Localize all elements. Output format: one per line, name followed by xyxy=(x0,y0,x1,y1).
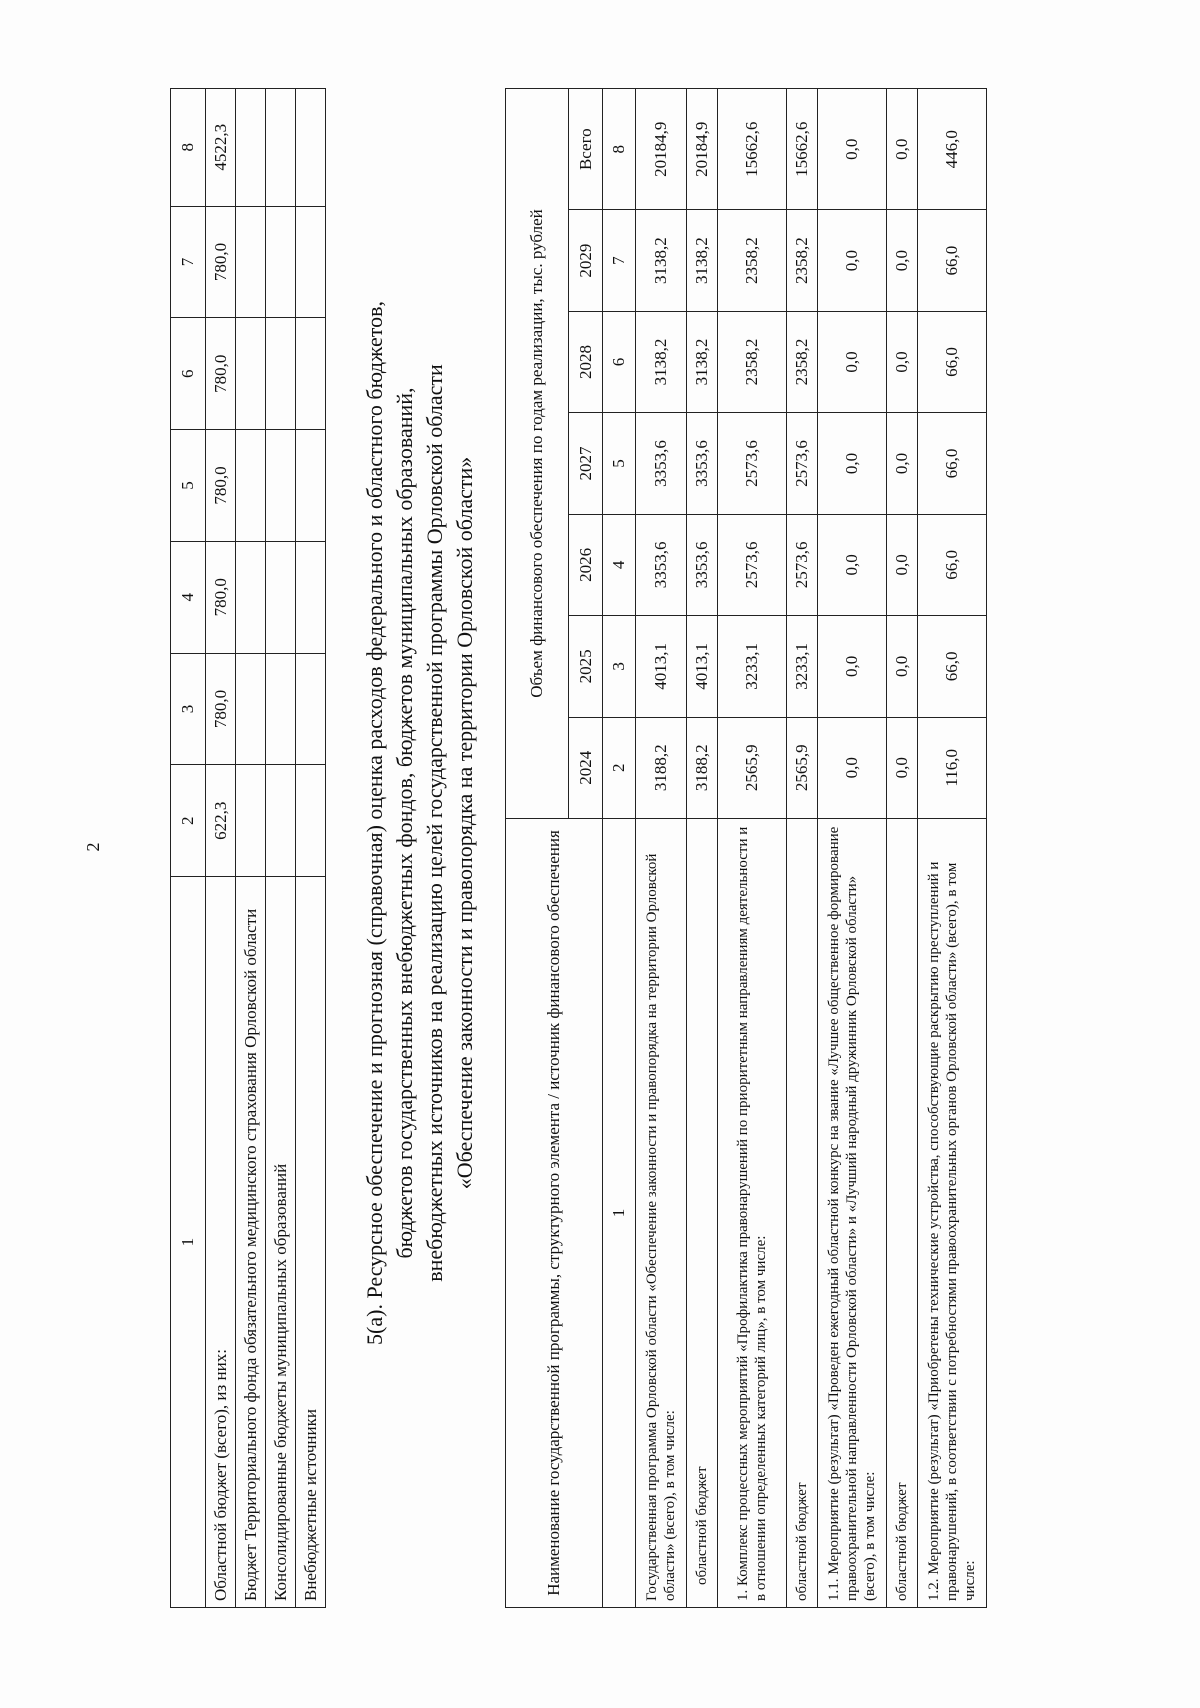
year-header: 2027 xyxy=(569,413,603,514)
cell-value: 2565,9 xyxy=(787,717,818,818)
cell-value: 0,0 xyxy=(887,616,918,717)
cell-value: 15662,6 xyxy=(787,89,818,210)
row-label: областной бюджет xyxy=(787,818,818,1607)
volume-column-header: Объем финансового обеспечения по годам реализации, тыс. рублей xyxy=(506,89,569,819)
row-label: Областной бюджет (всего), из них: xyxy=(206,877,236,1608)
column-number: 6 xyxy=(171,318,206,430)
cell-value xyxy=(296,541,326,653)
cell-value xyxy=(296,206,326,318)
cell-value: 780,0 xyxy=(206,206,236,318)
row-label: Консолидированные бюджеты муниципальных образований xyxy=(266,877,296,1608)
cell-value: 2358,2 xyxy=(787,311,818,412)
header-row xyxy=(506,89,569,1608)
column-number: 3 xyxy=(603,616,636,717)
table-row xyxy=(687,89,718,1608)
table-row xyxy=(887,89,918,1608)
cell-value xyxy=(236,765,266,877)
cell-value: 3188,2 xyxy=(687,717,718,818)
cell-value xyxy=(296,653,326,765)
cell-value: 622,3 xyxy=(206,765,236,877)
cell-value: 0,0 xyxy=(887,514,918,615)
cell-value: 0,0 xyxy=(887,210,918,311)
column-number: 2 xyxy=(603,717,636,818)
table-row xyxy=(266,89,296,1608)
cell-value: 116,0 xyxy=(918,717,987,818)
table-row xyxy=(636,89,687,1608)
rotated-page-content xyxy=(170,88,1060,1608)
cell-value: 2573,6 xyxy=(787,413,818,514)
cell-value: 2358,2 xyxy=(718,210,787,311)
cell-value: 2573,6 xyxy=(718,514,787,615)
cell-value xyxy=(266,541,296,653)
heading-line: внебюджетных источников на реализацию целей государственной программы Орловской области xyxy=(422,364,447,1282)
table-row xyxy=(918,89,987,1608)
cell-value xyxy=(236,430,266,542)
cell-value: 3138,2 xyxy=(687,311,718,412)
cell-value xyxy=(236,653,266,765)
column-number: 3 xyxy=(171,653,206,765)
cell-value: 66,0 xyxy=(918,210,987,311)
year-header: 2029 xyxy=(569,210,603,311)
row-label: Государственная программа Орловской области «Обеспечение законности и правопорядка на территории Орловской области» (всего), в том числе: xyxy=(636,818,687,1607)
table-row xyxy=(718,89,787,1608)
table-row xyxy=(296,89,326,1608)
cell-value: 2358,2 xyxy=(787,210,818,311)
cell-value xyxy=(236,541,266,653)
cell-value: 66,0 xyxy=(918,413,987,514)
column-number: 5 xyxy=(171,430,206,542)
column-number: 8 xyxy=(603,89,636,210)
cell-value: 4522,3 xyxy=(206,89,236,207)
column-number: 2 xyxy=(171,765,206,877)
cell-value: 446,0 xyxy=(918,89,987,210)
cell-value: 0,0 xyxy=(818,514,887,615)
cell-value xyxy=(266,318,296,430)
cell-value: 3353,6 xyxy=(687,514,718,615)
row-label: Внебюджетные источники xyxy=(296,877,326,1608)
table-row xyxy=(206,89,236,1608)
row-label: 1.2. Мероприятие (результат) «Приобретены технические устройства, способствующие раскрытию преступлений и правонарушений, в соответствии с потребностями правоохранительных органов Орловской области» (всего), в том числе: xyxy=(918,818,987,1607)
cell-value: 4013,1 xyxy=(687,616,718,717)
cell-value: 2573,6 xyxy=(718,413,787,514)
column-number: 6 xyxy=(603,311,636,412)
table-row xyxy=(818,89,887,1608)
column-number: 4 xyxy=(603,514,636,615)
cell-value xyxy=(266,206,296,318)
cell-value: 3138,2 xyxy=(636,311,687,412)
table-row xyxy=(236,89,266,1608)
cell-value xyxy=(236,89,266,207)
cell-value: 20184,9 xyxy=(687,89,718,210)
column-number-row xyxy=(603,89,636,1608)
cell-value: 0,0 xyxy=(887,413,918,514)
column-number-row xyxy=(171,89,206,1608)
heading-line: «Обеспечение законности и правопорядка на территории Орловской области» xyxy=(452,456,477,1190)
cell-value: 0,0 xyxy=(818,210,887,311)
cell-value: 3138,2 xyxy=(687,210,718,311)
name-column-header: Наименование государственной программы, структурного элемента / источник финансового обеспечения xyxy=(506,818,603,1607)
cell-value xyxy=(296,89,326,207)
row-label: областной бюджет xyxy=(687,818,718,1607)
cell-value: 0,0 xyxy=(818,616,887,717)
row-label: 1. Комплекс процессных мероприятий «Профилактика правонарушений по приоритетным направлениям деятельности и в отношении определенных категорий лиц», в том числе: xyxy=(718,818,787,1607)
cell-value xyxy=(296,318,326,430)
cell-value: 780,0 xyxy=(206,541,236,653)
cell-value: 780,0 xyxy=(206,653,236,765)
column-number: 1 xyxy=(171,877,206,1608)
cell-value: 0,0 xyxy=(818,717,887,818)
financing-table xyxy=(505,88,987,1608)
section-heading xyxy=(360,108,480,1538)
year-header: 2024 xyxy=(569,717,603,818)
cell-value: 0,0 xyxy=(887,717,918,818)
cell-value: 3353,6 xyxy=(636,514,687,615)
cell-value: 0,0 xyxy=(818,413,887,514)
cell-value xyxy=(266,765,296,877)
cell-value: 4013,1 xyxy=(636,616,687,717)
heading-line: бюджетов государственных внебюджетных фондов, бюджетов муниципальных образований, xyxy=(392,387,417,1259)
cell-value xyxy=(296,430,326,542)
cell-value: 780,0 xyxy=(206,318,236,430)
cell-value: 0,0 xyxy=(887,311,918,412)
cell-value: 2573,6 xyxy=(787,514,818,615)
year-header: 2028 xyxy=(569,311,603,412)
column-number: 5 xyxy=(603,413,636,514)
cell-value xyxy=(236,318,266,430)
year-header: 2025 xyxy=(569,616,603,717)
cell-value xyxy=(236,206,266,318)
cell-value xyxy=(296,765,326,877)
column-number: 1 xyxy=(603,818,636,1607)
column-number: 7 xyxy=(171,206,206,318)
continuation-table xyxy=(170,88,326,1608)
column-number: 8 xyxy=(171,89,206,207)
column-number: 7 xyxy=(603,210,636,311)
cell-value: 0,0 xyxy=(818,311,887,412)
cell-value: 66,0 xyxy=(918,514,987,615)
cell-value: 0,0 xyxy=(818,89,887,210)
cell-value: 3353,6 xyxy=(636,413,687,514)
cell-value: 3233,1 xyxy=(718,616,787,717)
cell-value: 3233,1 xyxy=(787,616,818,717)
heading-line: 5(а). Ресурсное обеспечение и прогнозная (справочная) оценка расходов федерального и областного бюджетов, xyxy=(362,301,387,1345)
year-header: 2026 xyxy=(569,514,603,615)
cell-value: 20184,9 xyxy=(636,89,687,210)
row-label: областной бюджет xyxy=(887,818,918,1607)
cell-value: 780,0 xyxy=(206,430,236,542)
cell-value: 66,0 xyxy=(918,311,987,412)
cell-value xyxy=(266,89,296,207)
year-header: Всего xyxy=(569,89,603,210)
row-label: Бюджет Территориального фонда обязательного медицинского страхования Орловской области xyxy=(236,877,266,1608)
row-label: 1.1. Мероприятие (результат) «Проведен ежегодный областной конкурс на звание «Лучшее общественное формирование правоохранительной направленности Орловской области» и «Лучший народный дружинник Орловской области» (всего), в том числе: xyxy=(818,818,887,1607)
cell-value: 3138,2 xyxy=(636,210,687,311)
cell-value: 15662,6 xyxy=(718,89,787,210)
cell-value xyxy=(266,653,296,765)
cell-value: 2565,9 xyxy=(718,717,787,818)
cell-value: 3353,6 xyxy=(687,413,718,514)
cell-value: 66,0 xyxy=(918,616,987,717)
cell-value: 3188,2 xyxy=(636,717,687,818)
cell-value xyxy=(266,430,296,542)
page-number: 2 xyxy=(83,842,103,852)
column-number: 4 xyxy=(171,541,206,653)
cell-value: 0,0 xyxy=(887,89,918,210)
cell-value: 2358,2 xyxy=(718,311,787,412)
table-row xyxy=(787,89,818,1608)
